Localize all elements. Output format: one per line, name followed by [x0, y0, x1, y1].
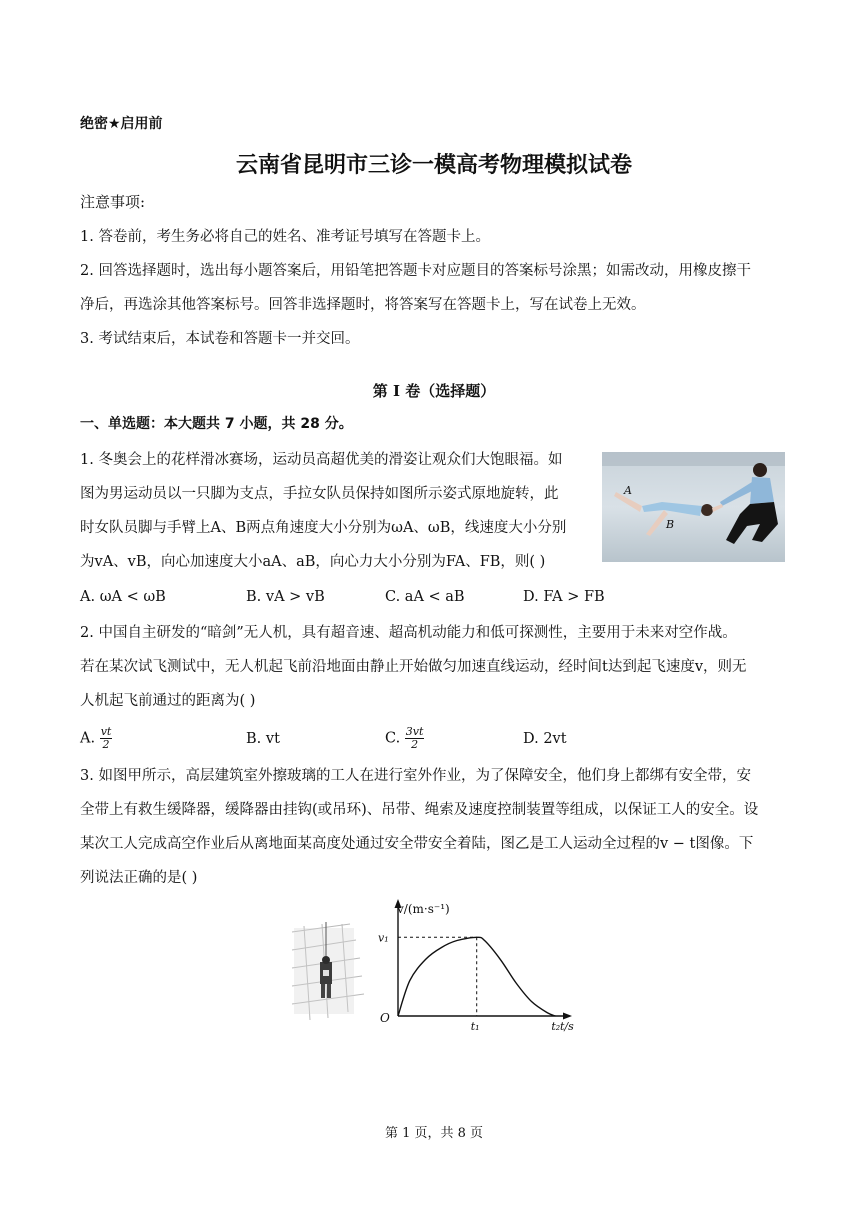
q2-line-2: 若在某次试飞测试中，无人机起飞前沿地面由静止开始做匀加速直线运动，经时间t达到起飞速度v，则无	[80, 659, 747, 675]
q2-option-a	[80, 726, 112, 751]
q2-option-c-denominator: 2	[411, 738, 419, 751]
q2-option-b: B. vt	[246, 731, 280, 747]
q1-line-1: 1. 冬奥会上的花样滑冰赛场，运动员高超优美的滑姿让观众们大饱眼福。如	[80, 452, 563, 468]
q3-line-3: 某次工人完成高空作业后从离地面某高度处通过安全带安全着陆，图乙是工人运动全过程的v − t图像。下	[80, 836, 754, 852]
point-b-label: B	[666, 518, 675, 531]
x-axis-arrow	[563, 1013, 572, 1020]
notice-item-2-line-2: 净后，再选涂其他答案标号。回答非选择题时，将答案写在答题卡上，写在试卷上无效。	[80, 297, 646, 313]
page-title: 云南省昆明市三诊一模高考物理模拟试卷	[235, 153, 632, 178]
notice-item-1: 1. 答卷前，考生务必将自己的姓名、准考证号填写在答题卡上。	[80, 229, 490, 245]
q1-option-b: B. vA > vB	[246, 589, 325, 605]
q2-option-d: D. 2vt	[523, 731, 567, 747]
y-axis-label: v/(m·s⁻¹)	[397, 902, 450, 916]
q3-line-1: 3. 如图甲所示，高层建筑室外擦玻璃的工人在进行室外作业，为了保障安全，他们身上都绑有安全带，安	[80, 768, 751, 784]
x-axis-label: t/s	[560, 1020, 574, 1033]
page-number: 第 1 页，共 8 页	[384, 1126, 484, 1141]
q2-option-a-prefix: A.	[80, 730, 100, 747]
part1-heading: 一、单选题：本大题共 7 小题，共 28 分。	[80, 416, 353, 432]
vt-chart	[372, 896, 582, 1034]
q1-option-d: D. FA > FB	[523, 589, 605, 605]
point-a-label: A	[624, 484, 632, 497]
q1-option-c: C. aA < aB	[385, 589, 465, 605]
q1-option-a: A. ωA < ωB	[80, 589, 166, 605]
secret-label: 绝密★启用前	[80, 116, 163, 132]
figure-skating-image	[602, 452, 785, 562]
q2-line-3: 人机起飞前通过的距离为( )	[80, 693, 256, 709]
notice-item-2-line-1: 2. 回答选择题时，选出每小题答案后，用铅笔把答题卡对应题目的答案标号涂黑；如需改动，用橡皮擦干	[80, 263, 751, 279]
q1-line-2: 图为男运动员以一只脚为支点，手拉女队员保持如图所示姿式原地旋转，此	[80, 486, 559, 502]
t1-tick-label: t₁	[470, 1020, 480, 1033]
q2-line-1: 2. 中国自主研发的“暗剑”无人机，具有超音速、超高机动能力和低可探测性，主要用于未来对空作战。	[80, 625, 737, 641]
q2-option-a-numerator: vt	[100, 725, 112, 738]
q2-option-a-denominator: 2	[102, 738, 110, 751]
notice-item-3: 3. 考试结束后，本试卷和答题卡一并交回。	[80, 331, 360, 347]
q1-line-3: 时女队员脚与手臂上A、B两点角速度大小分别为ωA、ωB，线速度大小分别	[80, 520, 567, 536]
q2-option-c	[385, 726, 424, 751]
t2-tick-label: t₂	[551, 1020, 561, 1033]
origin-label: O	[380, 1011, 390, 1025]
section-title: 第 I 卷（选择题）	[372, 382, 496, 400]
notice-heading: 注意事项:	[80, 193, 146, 211]
q2-option-c-numerator: 3vt	[405, 725, 424, 738]
q3-line-2: 全带上有救生缓降器，缓降器由挂钩(或吊环)、吊带、绳索及速度控制装置等组成，以保证工人的安全。设	[80, 802, 759, 818]
q1-line-4: 为vA、vB，向心加速度大小aA、aB，向心力大小分别为FA、FB，则( )	[80, 554, 546, 570]
building-worker-image	[290, 922, 374, 1022]
q2-option-c-prefix: C.	[385, 730, 405, 747]
q3-line-4: 列说法正确的是( )	[80, 870, 198, 886]
v1-tick-label: v₁	[378, 931, 389, 945]
